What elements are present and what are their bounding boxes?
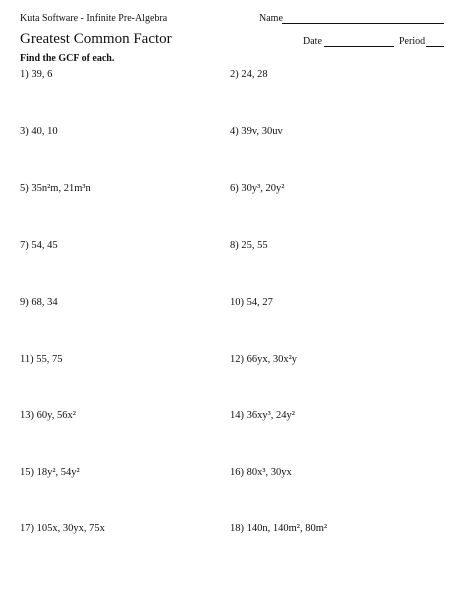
problem-number: 12) (230, 354, 244, 365)
problem-number: 10) (230, 297, 244, 308)
problem-number: 13) (20, 410, 34, 421)
date-field-line[interactable] (324, 46, 394, 47)
problem-number: 17) (20, 523, 34, 534)
problem-expression: 68, 34 (31, 297, 58, 308)
problem-number: 2) (230, 69, 239, 80)
problem-17 (20, 523, 105, 534)
problem-2 (230, 69, 268, 80)
problem-expression: 105x, 30yx, 75x (36, 523, 105, 534)
problem-5 (20, 183, 91, 194)
problem-expression: 24, 28 (241, 69, 268, 80)
problem-expression: 140n, 140m², 80m² (246, 523, 328, 534)
problem-number: 18) (230, 523, 244, 534)
problem-expression: 66yx, 30x²y (246, 354, 298, 365)
problem-4 (230, 126, 283, 137)
problem-number: 8) (230, 240, 239, 251)
problem-number: 16) (230, 467, 244, 478)
problem-expression: 54, 45 (31, 240, 58, 251)
date-label: Date (303, 36, 322, 47)
problem-expression: 36xy³, 24y² (246, 410, 295, 421)
problem-number: 7) (20, 240, 29, 251)
problem-15 (20, 467, 80, 478)
problem-number: 11) (20, 354, 34, 365)
instructions: Find the GCF of each. (20, 53, 115, 64)
problem-7 (20, 240, 58, 251)
problem-expression: 30y³, 20y² (241, 183, 285, 194)
problem-expression: 18y², 54y² (36, 467, 80, 478)
page-title: Greatest Common Factor (20, 31, 172, 47)
problem-14 (230, 410, 295, 421)
problem-expression: 40, 10 (31, 126, 58, 137)
problem-expression: 25, 55 (241, 240, 268, 251)
problem-expression: 80x³, 30yx (246, 467, 292, 478)
problem-10 (230, 297, 273, 308)
problem-16 (230, 467, 292, 478)
name-label: Name (259, 13, 283, 24)
problem-18 (230, 523, 327, 534)
problem-number: 9) (20, 297, 29, 308)
problem-number: 1) (20, 69, 29, 80)
problem-number: 3) (20, 126, 29, 137)
period-label: Period (399, 36, 426, 47)
problem-expression: 35n²m, 21m³n (31, 183, 91, 194)
name-field-line[interactable] (282, 23, 444, 24)
period-field-line[interactable] (426, 46, 444, 47)
problem-expression: 60y, 56x² (36, 410, 76, 421)
problem-12 (230, 354, 297, 365)
problem-3 (20, 126, 58, 137)
problem-6 (230, 183, 284, 194)
problem-number: 15) (20, 467, 34, 478)
problem-number: 5) (20, 183, 29, 194)
problem-number: 14) (230, 410, 244, 421)
problem-9 (20, 297, 58, 308)
problem-expression: 39, 6 (31, 69, 53, 80)
problem-number: 6) (230, 183, 239, 194)
problem-expression: 54, 27 (246, 297, 273, 308)
problem-8 (230, 240, 268, 251)
problem-1 (20, 69, 52, 80)
problem-expression: 39v, 30uv (241, 126, 283, 137)
software-label: Kuta Software - Infinite Pre-Algebra (20, 13, 168, 24)
problem-expression: 55, 75 (36, 354, 63, 365)
problem-13 (20, 410, 76, 421)
problem-11 (20, 354, 62, 365)
problem-number: 4) (230, 126, 239, 137)
